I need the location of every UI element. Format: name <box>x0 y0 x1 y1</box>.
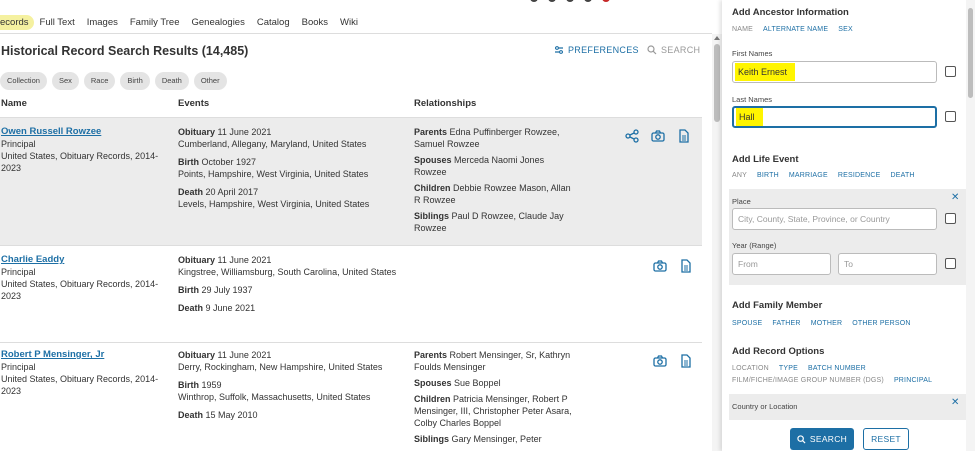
event-place: Points, Hampshire, West Virginia, United States <box>178 169 369 179</box>
scrollbar-thumb[interactable] <box>968 8 973 98</box>
nav-wiki[interactable]: Wiki <box>340 16 358 28</box>
nav-family-tree[interactable]: Family Tree <box>129 16 180 28</box>
tab-type[interactable]: TYPE <box>778 365 798 372</box>
relationship-label: Parents <box>414 350 448 360</box>
table-row <box>0 245 702 342</box>
relationship-label: Spouses <box>414 378 452 388</box>
event-date: 29 July 1937 <box>201 285 253 295</box>
close-icon[interactable]: ✕ <box>951 192 960 203</box>
record-role: Principal <box>1 362 36 372</box>
first-names-exact-checkbox[interactable] <box>945 66 956 77</box>
relationship-value: Merceda Naomi Jones Rowzee <box>414 155 545 177</box>
panel-footer <box>722 420 975 451</box>
camera-icon[interactable] <box>653 354 667 368</box>
search-label: SEARCH <box>661 45 701 55</box>
tab-residence[interactable]: RESIDENCE <box>837 172 881 179</box>
country-label: Country or Location <box>732 402 798 411</box>
record-name-link[interactable]: Owen Russell Rowzee <box>1 126 102 137</box>
tab-principal[interactable]: PRINCIPAL <box>893 377 933 384</box>
place-label: Place <box>732 197 751 206</box>
tab-alternate-name[interactable]: ALTERNATE NAME <box>763 26 829 33</box>
event-label: Death <box>178 303 204 313</box>
filter-chips <box>0 72 227 90</box>
notification-icon[interactable] <box>602 0 610 2</box>
toolbar-icon[interactable] <box>548 0 556 2</box>
tab-batch-number[interactable]: BATCH NUMBER <box>807 365 866 372</box>
record-options-heading: Add Record Options <box>732 346 825 357</box>
life-event-heading: Add Life Event <box>732 154 799 165</box>
scroll-up-arrow-icon[interactable] <box>714 36 720 40</box>
first-names-input[interactable] <box>732 61 937 83</box>
record-actions <box>653 354 693 368</box>
last-names-exact-checkbox[interactable] <box>945 111 956 122</box>
year-from-input[interactable]: From <box>732 253 831 275</box>
record-collection: United States, Obituary Records, 2014-2023 <box>1 374 159 396</box>
place-input[interactable]: City, County, State, Province, or Country <box>732 208 937 230</box>
camera-icon[interactable] <box>651 129 665 143</box>
preferences-label: PREFERENCES <box>568 45 639 55</box>
event-label: Death <box>178 410 204 420</box>
tab-other-person[interactable]: OTHER PERSON <box>852 320 911 327</box>
reset-button[interactable]: RESET <box>863 428 909 450</box>
search-icon <box>797 435 806 444</box>
tab-film-number[interactable]: FILM/FICHE/IMAGE GROUP NUMBER (DGS) <box>732 377 884 384</box>
chip-race[interactable]: Race <box>84 72 116 90</box>
tab-sex[interactable]: SEX <box>838 26 853 33</box>
relationship-value: Patricia Mensinger, Robert P Mensinger, III, Christopher Peter Asara, Colby Charles Boppel <box>414 394 572 428</box>
column-header-relationships: Relationships <box>414 98 477 109</box>
event-place: Winthrop, Suffolk, Massachusetts, United States <box>178 392 371 402</box>
record-options-tabs <box>732 365 866 372</box>
relationship-label: Children <box>414 394 451 404</box>
document-icon[interactable] <box>679 354 693 368</box>
chip-collection[interactable]: Collection <box>0 72 47 90</box>
ancestor-heading: Add Ancestor Information <box>732 7 849 18</box>
table-row <box>0 117 702 245</box>
relationship-value: Sue Boppel <box>454 378 501 388</box>
relationship-value: Edna Puffinberger Rowzee, Samuel Rowzee <box>414 127 560 149</box>
event-date: October 1927 <box>201 157 257 167</box>
event-label: Death <box>178 187 204 197</box>
event-label: Birth <box>178 285 199 295</box>
event-place: Derry, Rockingham, New Hampshire, United States <box>178 362 383 372</box>
relationship-value: Debbie Rowzee Mason, Allan R Rowzee <box>414 183 571 205</box>
tab-mother[interactable]: MOTHER <box>810 320 843 327</box>
nav-divider <box>0 33 712 34</box>
search-panel <box>722 0 975 451</box>
search-icon <box>647 45 657 55</box>
event-place: Cumberland, Allegany, Maryland, United States <box>178 139 367 149</box>
panel-scrollbar[interactable] <box>966 0 975 451</box>
toolbar-icon[interactable] <box>530 0 538 2</box>
toolbar-icon[interactable] <box>584 0 592 2</box>
results-scrollbar[interactable] <box>712 34 722 451</box>
event-label: Obituary <box>178 127 216 137</box>
chip-other[interactable]: Other <box>194 72 227 90</box>
tab-birth[interactable]: BIRTH <box>757 172 779 179</box>
table-row <box>0 342 702 451</box>
ancestor-tabs <box>732 26 853 33</box>
relationship-value: Robert Mensinger, Sr, Kathryn Foulds Mensinger <box>414 350 571 372</box>
event-date: 11 June 2021 <box>217 127 272 137</box>
camera-icon[interactable] <box>653 259 667 273</box>
relationship-label: Children <box>414 183 451 193</box>
search-toggle-button[interactable] <box>647 45 700 55</box>
search-button[interactable] <box>790 428 854 450</box>
record-name-link[interactable]: Charlie Eaddy <box>1 254 65 265</box>
record-collection: United States, Obituary Records, 2014-2023 <box>1 151 159 173</box>
scrollbar-thumb[interactable] <box>714 44 720 122</box>
event-place: Levels, Hampshire, West Virginia, United States <box>178 199 370 209</box>
year-range-label: Year (Range) <box>732 241 777 250</box>
record-collection: United States, Obituary Records, 2014-2023 <box>1 279 159 301</box>
record-actions <box>625 129 691 143</box>
nav-full-text[interactable]: Full Text <box>39 16 75 28</box>
event-label: Obituary <box>178 255 216 265</box>
chip-sex[interactable]: Sex <box>52 72 79 90</box>
preferences-button[interactable] <box>554 45 639 55</box>
last-names-label: Last Names <box>732 95 773 104</box>
year-exact-checkbox[interactable] <box>945 258 956 269</box>
last-names-input[interactable] <box>732 106 937 128</box>
nav-records[interactable]: ecords <box>0 15 34 30</box>
record-options-tabs-2 <box>732 377 932 384</box>
column-header-name: Name <box>1 98 27 109</box>
relationship-label: Parents <box>414 127 448 137</box>
tab-location[interactable]: LOCATION <box>732 365 769 372</box>
first-names-label: First Names <box>732 49 773 58</box>
event-date: 9 June 2021 <box>205 303 256 313</box>
tab-name[interactable]: NAME <box>732 26 754 33</box>
place-exact-checkbox[interactable] <box>945 213 956 224</box>
page-title: Historical Record Search Results (14,485) <box>1 44 249 58</box>
relationship-value: Paul D Rowzee, Claude Jay Rowzee <box>414 211 564 233</box>
tree-icon[interactable] <box>625 129 639 143</box>
event-date: 11 June 2021 <box>217 350 272 360</box>
last-names-value: Hall <box>736 108 763 126</box>
event-date: 11 June 2021 <box>217 255 272 265</box>
event-date: 20 April 2017 <box>205 187 259 197</box>
search-button-label: SEARCH <box>809 434 848 444</box>
nav-books[interactable]: Books <box>301 16 329 28</box>
event-label: Birth <box>178 157 199 167</box>
event-date: 1959 <box>201 380 222 390</box>
event-label: Birth <box>178 380 199 390</box>
document-icon[interactable] <box>677 129 691 143</box>
family-tabs <box>732 320 911 327</box>
top-toolbar-icons <box>530 0 610 4</box>
tab-marriage[interactable]: MARRIAGE <box>788 172 828 179</box>
relationship-label: Siblings <box>414 434 450 444</box>
event-label: Obituary <box>178 350 216 360</box>
relationship-label: Siblings <box>414 211 450 221</box>
chip-birth[interactable]: Birth <box>120 72 149 90</box>
nav-genealogies[interactable]: Genealogies <box>191 16 245 28</box>
record-role: Principal <box>1 139 36 149</box>
nav-images[interactable]: Images <box>86 16 118 28</box>
nav-catalog[interactable]: Catalog <box>256 16 290 28</box>
toolbar-icon[interactable] <box>566 0 574 2</box>
record-role: Principal <box>1 267 36 277</box>
year-to-input[interactable]: To <box>838 253 937 275</box>
life-event-tabs <box>732 172 915 179</box>
tab-spouse[interactable]: SPOUSE <box>732 320 763 327</box>
close-icon[interactable]: ✕ <box>951 397 960 408</box>
document-icon[interactable] <box>679 259 693 273</box>
life-event-box <box>729 189 967 285</box>
event-place: Kingstree, Williamsburg, South Carolina, United States <box>178 267 397 277</box>
first-names-value: Keith Ernest <box>735 63 795 81</box>
relationship-value: Gary Mensinger, Peter <box>451 434 542 444</box>
relationship-label: Spouses <box>414 155 452 165</box>
event-date: 15 May 2010 <box>205 410 258 420</box>
column-header-events: Events <box>178 98 210 109</box>
sliders-icon <box>554 45 564 55</box>
top-nav <box>0 13 364 31</box>
chip-death[interactable]: Death <box>155 72 189 90</box>
tab-any[interactable]: ANY <box>732 172 747 179</box>
tab-death[interactable]: DEATH <box>890 172 915 179</box>
tab-father[interactable]: FATHER <box>772 320 801 327</box>
family-heading: Add Family Member <box>732 300 823 311</box>
record-name-link[interactable]: Robert P Mensinger, Jr <box>1 349 105 360</box>
record-actions <box>653 259 693 273</box>
